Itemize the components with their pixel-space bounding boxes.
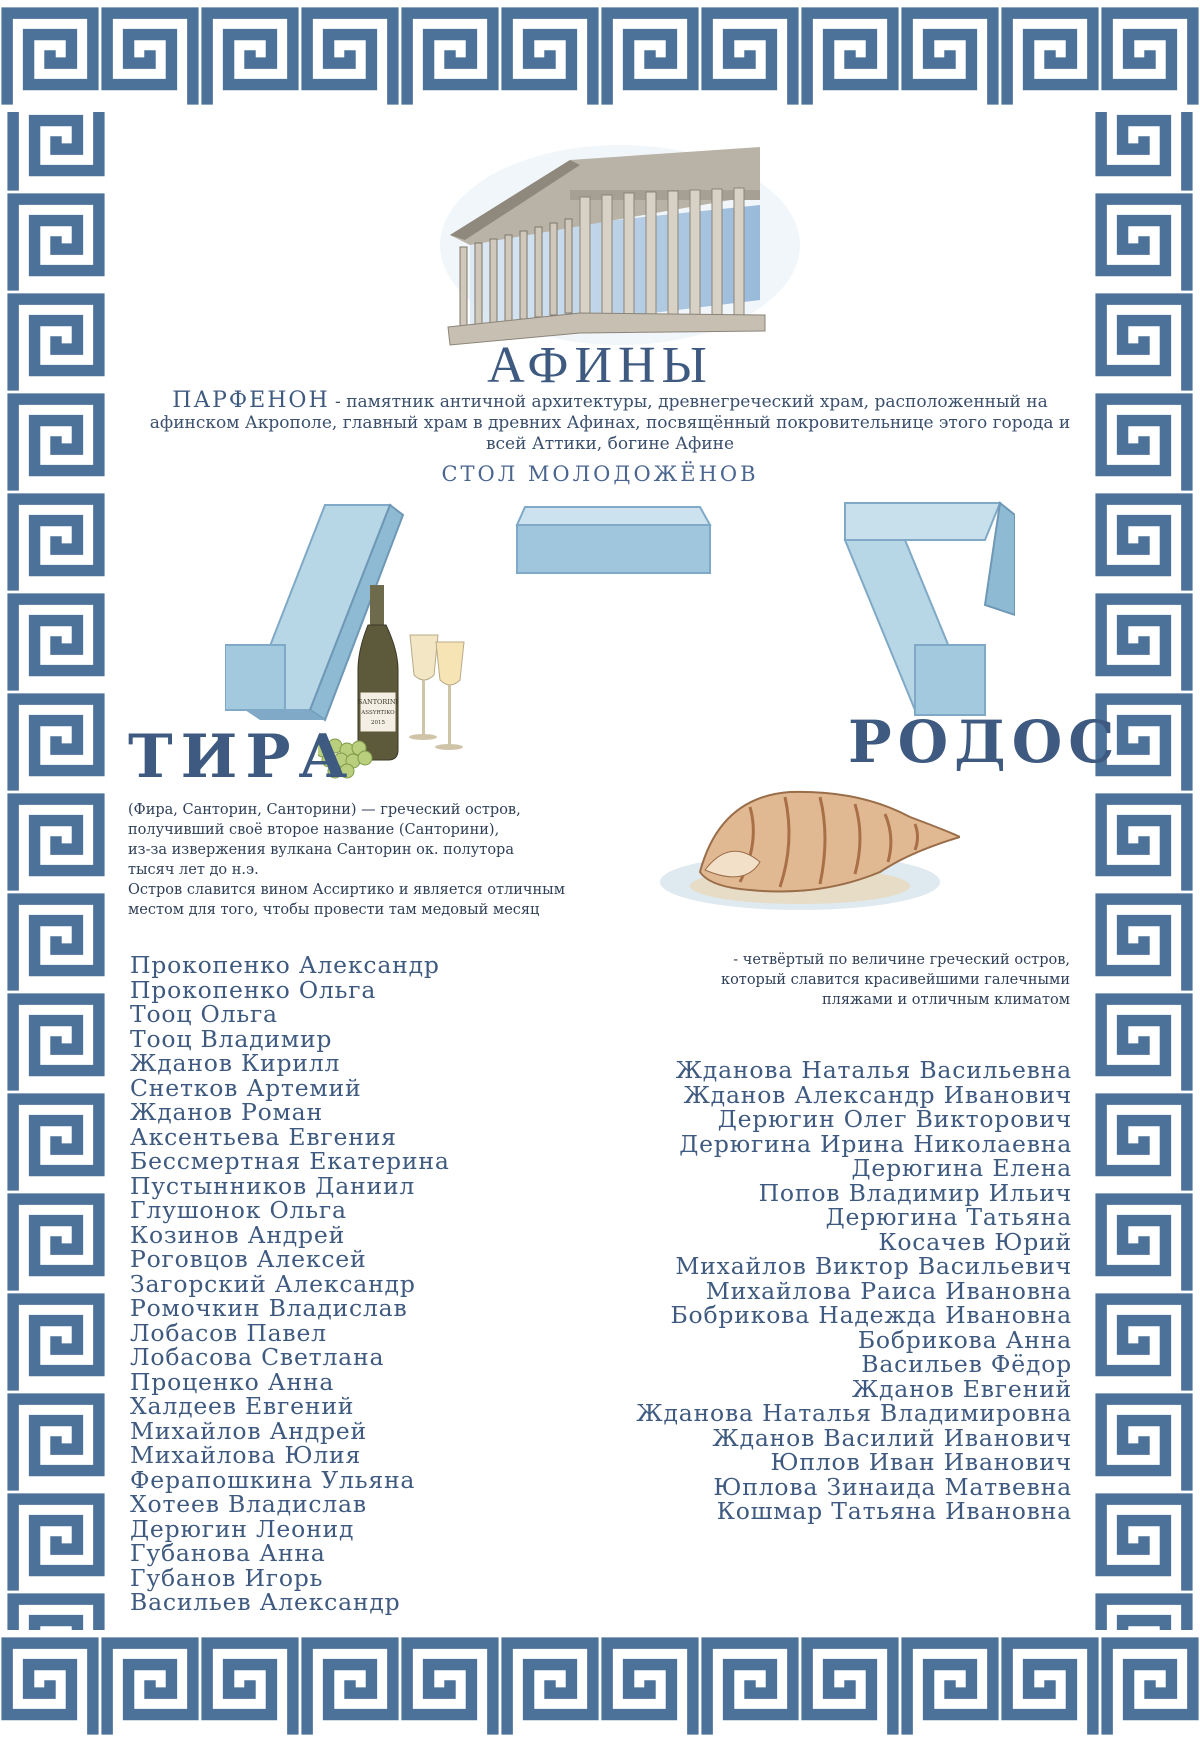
meander-tile: [7, 13, 93, 99]
guest-name: Загорский Александр: [130, 1269, 416, 1298]
meander-tile: [1107, 1643, 1193, 1729]
bottle-label-line-2: ASSYRTIKO: [361, 710, 395, 716]
meander-tile: [807, 13, 893, 99]
bottle-label-line-1: SANTORINI: [357, 698, 399, 706]
guest-name: Лобасова Светлана: [130, 1343, 385, 1371]
guest-name: Михайлов Виктор Васильевич: [675, 1252, 1072, 1280]
meander-tile: [207, 1643, 293, 1729]
guest-name: Бобрикова Анна: [857, 1325, 1072, 1354]
meander-tile: [907, 1643, 993, 1729]
meander-pattern-bottom: [0, 1630, 1200, 1742]
meander-tile: [607, 13, 693, 99]
rodos-description-line: который славится красивейшими галечными: [721, 972, 1070, 988]
guest-name: Дерюгин Леонид: [130, 1514, 355, 1543]
greek-key-border-bottom: [0, 1630, 1200, 1742]
meander-tile: [13, 1299, 99, 1385]
meander-tile: [13, 1599, 99, 1630]
guest-name: Снетков Артемий: [130, 1073, 362, 1102]
meander-tile: [1101, 112, 1187, 185]
guest-name: Тооц Владимир: [130, 1024, 333, 1053]
meander-tile: [1101, 499, 1187, 585]
parthenon-keyword: ПАРФЕНОН: [172, 388, 330, 413]
rodos-description-line: пляжами и отличным климатом: [821, 992, 1070, 1008]
guest-name: Михайлова Юлия: [130, 1441, 362, 1469]
meander-tile: [13, 699, 99, 785]
guest-name: Дерюгина Татьяна: [825, 1203, 1072, 1231]
rodos-title: РОДОС: [848, 708, 1121, 776]
meander-tile: [707, 13, 793, 99]
right-table-illustration: [845, 503, 1015, 715]
meander-tile: [107, 13, 193, 99]
meander-tile: [307, 1643, 393, 1729]
meander-tile: [507, 1643, 593, 1729]
seashell-illustration: [660, 782, 960, 917]
meander-tile: [13, 112, 99, 185]
guest-name: Жданов Евгений: [851, 1374, 1072, 1403]
meander-tile: [1101, 1399, 1187, 1485]
guest-name: Косачев Юрий: [878, 1227, 1072, 1256]
newlyweds-table-caption: СТОЛ МОЛОДОЖЁНОВ: [441, 462, 759, 486]
guest-name: Жданова Наталья Васильевна: [675, 1056, 1072, 1084]
guest-name: Прокопенко Ольга: [130, 975, 377, 1004]
meander-tile: [1007, 13, 1093, 99]
meander-tile: [1101, 199, 1187, 285]
guest-name: Халдеев Евгений: [130, 1392, 355, 1420]
guest-name: Дерюгин Олег Викторович: [717, 1105, 1072, 1133]
meander-tile: [13, 199, 99, 285]
meander-tile: [1101, 799, 1187, 885]
tira-description-line: тысяч лет до н.э.: [128, 862, 259, 878]
meander-tile: [807, 1643, 893, 1729]
meander-tile: [13, 499, 99, 585]
greek-key-border-top: [0, 0, 1200, 112]
meander-tile: [13, 899, 99, 985]
parthenon-illustration: [430, 135, 800, 355]
meander-tile: [1101, 1199, 1187, 1285]
meander-tile: [407, 1643, 493, 1729]
meander-tile: [507, 13, 593, 99]
meander-tile: [207, 13, 293, 99]
guest-name: Дерюгина Ирина Николаевна: [679, 1129, 1072, 1158]
guest-name: Козинов Андрей: [130, 1220, 346, 1249]
meander-tile: [107, 1643, 193, 1729]
guest-name: Тооц Ольга: [130, 1000, 278, 1028]
rodos-guest-list: [600, 1058, 1072, 1524]
meander-tile: [607, 1643, 693, 1729]
rodos-description-line: - четвёртый по величине греческий остров,: [733, 952, 1070, 968]
meander-tile: [1107, 13, 1193, 99]
tira-description-line: из-за извержения вулкана Санторин ок. полутора: [128, 842, 514, 858]
guest-name: Жданов Василий Иванович: [712, 1423, 1072, 1452]
meander-tile: [13, 799, 99, 885]
meander-tile: [907, 13, 993, 99]
guest-name: Проценко Анна: [130, 1367, 335, 1396]
wine-glasses: [409, 635, 464, 750]
guest-name: Губанова Анна: [130, 1539, 326, 1567]
guest-name: Лобасов Павел: [130, 1318, 327, 1347]
meander-tile: [1007, 1643, 1093, 1729]
parthenon-description-text: - памятник античной архитектуры, древнегреческий храм, расположенный на афинском Акрополе, главный храм в древних Афинах, посвящённый покровительнице этого города и всей Аттики, богине Афине: [149, 392, 1071, 454]
guest-name: Хотеев Владислав: [130, 1490, 367, 1518]
tira-description-line: Остров славится вином Ассиртико и является отличным: [128, 882, 566, 898]
tira-description-line: местом для того, чтобы провести там медовый месяц: [128, 902, 540, 918]
meander-tile: [1101, 1099, 1187, 1185]
guest-name: Бобрикова Надежда Ивановна: [670, 1301, 1072, 1329]
tira-description-line: (Фира, Санторин, Санторини) — греческий остров,: [128, 802, 521, 818]
meander-tile: [307, 13, 393, 99]
guest-name: Михайлов Андрей: [130, 1416, 367, 1445]
tira-description: [128, 800, 608, 920]
meander-tile: [407, 13, 493, 99]
meander-pattern-top: [0, 0, 1200, 112]
meander-tile: [1101, 999, 1187, 1085]
guest-name: Васильев Фёдор: [861, 1350, 1072, 1378]
meander-tile: [1101, 1599, 1187, 1630]
guest-name: Роговцов Алексей: [130, 1245, 367, 1273]
guest-name: Ферапошкина Ульяна: [130, 1465, 416, 1494]
guest-name: Ромочкин Владислав: [130, 1294, 408, 1322]
tira-guest-list: [130, 953, 630, 1615]
guest-name: Васильев Александр: [130, 1588, 401, 1616]
guest-name: Попов Владимир Ильич: [758, 1178, 1072, 1207]
athens-title: АФИНЫ: [487, 337, 713, 394]
rodos-description: [650, 950, 1070, 1010]
bottle-label-line-3: 2015: [371, 720, 385, 726]
guest-name: Аксентьева Евгения: [130, 1122, 397, 1151]
meander-tile: [13, 999, 99, 1085]
tira-description-line: получивший своё второе название (Санторини),: [128, 822, 500, 838]
meander-tile: [13, 1199, 99, 1285]
guest-name: Пустынников Даниил: [130, 1171, 416, 1200]
meander-tile: [13, 1499, 99, 1585]
meander-tile: [13, 1099, 99, 1185]
guest-name: Дерюгина Елена: [851, 1154, 1072, 1182]
meander-tile: [1101, 1299, 1187, 1385]
parthenon-description: [140, 390, 1080, 455]
guest-name: Кошмар Татьяна Ивановна: [716, 1497, 1072, 1525]
meander-tile: [1101, 599, 1187, 685]
guest-name: Прокопенко Александр: [130, 951, 440, 979]
meander-tile: [1101, 1499, 1187, 1585]
guest-name: Жданов Александр Иванович: [683, 1080, 1072, 1109]
center-table-illustration: [517, 507, 710, 573]
guest-name: Жданов Кирилл: [130, 1049, 341, 1077]
meander-tile: [7, 1643, 93, 1729]
guest-name: Бессмертная Екатерина: [130, 1147, 450, 1175]
guest-name: Губанов Игорь: [130, 1563, 324, 1592]
guest-name: Глушонок Ольга: [130, 1196, 347, 1224]
meander-tile: [13, 1399, 99, 1485]
guest-name: Михайлова Раиса Ивановна: [705, 1276, 1072, 1305]
meander-tile: [1101, 899, 1187, 985]
meander-tile: [13, 599, 99, 685]
guest-name: Жданов Роман: [130, 1098, 323, 1126]
guest-name: Юплова Зинаида Матвевна: [713, 1472, 1072, 1501]
guest-name: Жданова Наталья Владимировна: [636, 1399, 1072, 1427]
guest-name: Юплов Иван Иванович: [770, 1448, 1072, 1476]
meander-tile: [707, 1643, 793, 1729]
tira-title: ТИРА: [128, 722, 356, 792]
